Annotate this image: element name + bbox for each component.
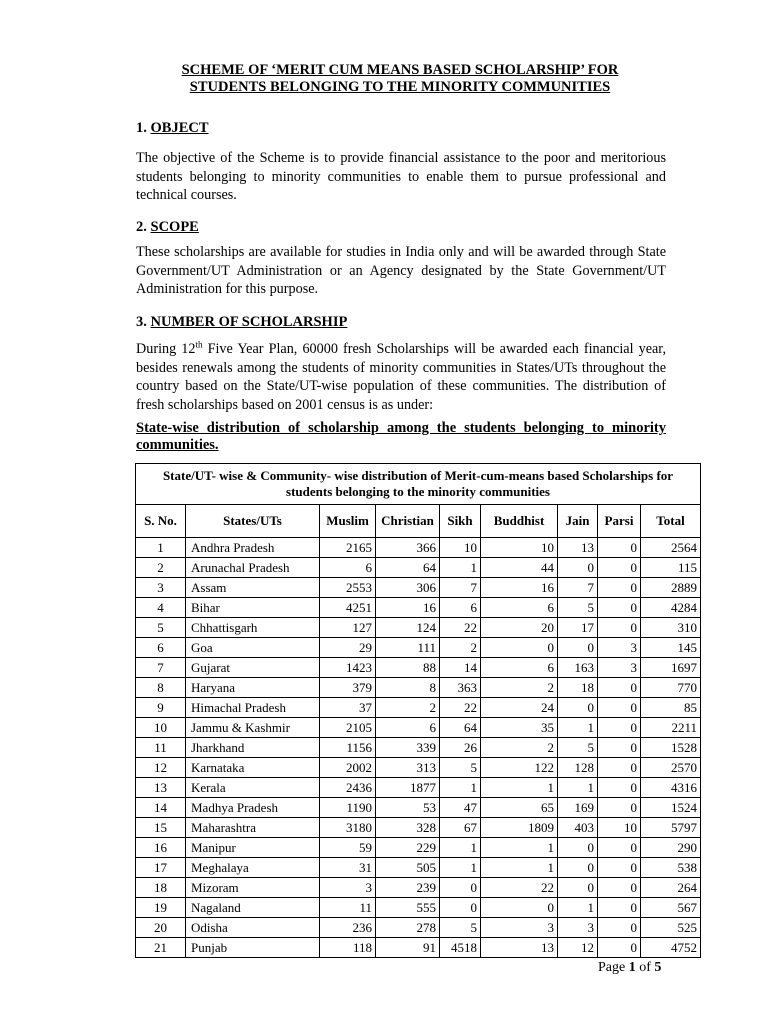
parsi-cell: 0 — [598, 558, 641, 578]
total-cell: 1697 — [641, 658, 701, 678]
total-cell: 310 — [641, 618, 701, 638]
sno-cell: 19 — [136, 898, 186, 918]
total-cell: 2564 — [641, 538, 701, 558]
section-2-number: 2. — [136, 219, 147, 235]
table-caption: State/UT- wise & Community- wise distribution of Merit-cum-means based Scholarships for students belonging to the minority communities — [136, 464, 701, 505]
parsi-cell: 0 — [598, 578, 641, 598]
header-jain: Jain — [558, 505, 598, 538]
muslim-cell: 1156 — [320, 738, 376, 758]
christian-cell: 53 — [376, 798, 440, 818]
buddhist-cell: 1809 — [481, 818, 558, 838]
state-cell: Arunachal Pradesh — [186, 558, 320, 578]
state-cell: Chhattisgarh — [186, 618, 320, 638]
christian-cell: 124 — [376, 618, 440, 638]
of-label: of — [639, 960, 651, 975]
total-cell: 538 — [641, 858, 701, 878]
muslim-cell: 2553 — [320, 578, 376, 598]
parsi-cell: 0 — [598, 738, 641, 758]
jain-cell: 169 — [558, 798, 598, 818]
muslim-cell: 3 — [320, 878, 376, 898]
jain-cell: 18 — [558, 678, 598, 698]
parsi-cell: 0 — [598, 938, 641, 958]
christian-cell: 278 — [376, 918, 440, 938]
section-3-number: 3. — [136, 314, 147, 330]
jain-cell: 0 — [558, 838, 598, 858]
total-cell: 5797 — [641, 818, 701, 838]
parsi-cell: 0 — [598, 918, 641, 938]
sno-cell: 1 — [136, 538, 186, 558]
buddhist-cell: 0 — [481, 898, 558, 918]
table-row — [136, 658, 701, 678]
state-cell: Jammu & Kashmir — [186, 718, 320, 738]
muslim-cell: 37 — [320, 698, 376, 718]
header-total: Total — [641, 505, 701, 538]
sno-cell: 10 — [136, 718, 186, 738]
parsi-cell: 0 — [598, 798, 641, 818]
christian-cell: 505 — [376, 858, 440, 878]
sikh-cell: 1 — [440, 778, 481, 798]
christian-cell: 328 — [376, 818, 440, 838]
sno-cell: 9 — [136, 698, 186, 718]
muslim-cell: 2105 — [320, 718, 376, 738]
christian-cell: 339 — [376, 738, 440, 758]
header-state: States/UTs — [186, 505, 320, 538]
scholarship-distribution-table — [135, 463, 701, 958]
table-row — [136, 918, 701, 938]
state-cell: Bihar — [186, 598, 320, 618]
table-row — [136, 938, 701, 958]
section-3-text — [136, 340, 666, 414]
total-cell: 4316 — [641, 778, 701, 798]
sikh-cell: 5 — [440, 758, 481, 778]
jain-cell: 0 — [558, 558, 598, 578]
section-3-text-post: Five Year Plan, 60000 fresh Scholarships will be awarded each financial year, besides renewals among the students of minority communities in States/UTs throughout the country based on the State/UT-wise population of these communities. The distribution of fresh scholarships based on 2001 census is as under: — [136, 341, 666, 413]
parsi-cell: 3 — [598, 658, 641, 678]
jain-cell: 1 — [558, 778, 598, 798]
sikh-cell: 64 — [440, 718, 481, 738]
page-footer — [598, 960, 661, 976]
state-cell: Odisha — [186, 918, 320, 938]
page-total: 5 — [654, 960, 662, 975]
christian-cell: 16 — [376, 598, 440, 618]
header-parsi: Parsi — [598, 505, 641, 538]
christian-cell: 111 — [376, 638, 440, 658]
sikh-cell: 26 — [440, 738, 481, 758]
jain-cell: 0 — [558, 858, 598, 878]
total-cell: 4284 — [641, 598, 701, 618]
sikh-cell: 67 — [440, 818, 481, 838]
christian-cell: 239 — [376, 878, 440, 898]
total-cell: 264 — [641, 878, 701, 898]
state-cell: Punjab — [186, 938, 320, 958]
jain-cell: 12 — [558, 938, 598, 958]
table-row — [136, 578, 701, 598]
muslim-cell: 379 — [320, 678, 376, 698]
state-cell: Maharashtra — [186, 818, 320, 838]
parsi-cell: 0 — [598, 758, 641, 778]
state-cell: Gujarat — [186, 658, 320, 678]
title-line-1: SCHEME OF ‘MERIT CUM MEANS BASED SCHOLARSHIP’ FOR — [181, 62, 619, 78]
sikh-cell: 10 — [440, 538, 481, 558]
section-2-text: These scholarships are available for studies in India only and will be awarded through State Government/UT Administration or an Agency designated by the State Government/UT Administration for this purpose. — [136, 244, 666, 297]
parsi-cell: 0 — [598, 538, 641, 558]
christian-cell: 64 — [376, 558, 440, 578]
jain-cell: 0 — [558, 638, 598, 658]
page-number: 1 — [628, 960, 636, 975]
muslim-cell: 11 — [320, 898, 376, 918]
sikh-cell: 47 — [440, 798, 481, 818]
buddhist-cell: 2 — [481, 738, 558, 758]
state-cell: Mizoram — [186, 878, 320, 898]
muslim-cell: 2165 — [320, 538, 376, 558]
sikh-cell: 4518 — [440, 938, 481, 958]
state-cell: Assam — [186, 578, 320, 598]
sikh-cell: 6 — [440, 598, 481, 618]
sno-cell: 4 — [136, 598, 186, 618]
jain-cell: 403 — [558, 818, 598, 838]
total-cell: 145 — [641, 638, 701, 658]
sno-cell: 21 — [136, 938, 186, 958]
jain-cell: 3 — [558, 918, 598, 938]
buddhist-cell: 122 — [481, 758, 558, 778]
buddhist-cell: 6 — [481, 658, 558, 678]
section-1-text: The objective of the Scheme is to provide financial assistance to the poor and meritorious students belonging to minority communities to enable them to pursue professional and technical courses. — [136, 150, 666, 203]
sikh-cell: 1 — [440, 558, 481, 578]
muslim-cell: 2002 — [320, 758, 376, 778]
table-row — [136, 618, 701, 638]
page-label: Page — [598, 960, 626, 975]
jain-cell: 5 — [558, 738, 598, 758]
section-3-text-sup: th — [195, 339, 203, 350]
parsi-cell: 0 — [598, 898, 641, 918]
christian-cell: 306 — [376, 578, 440, 598]
sno-cell: 2 — [136, 558, 186, 578]
sikh-cell: 22 — [440, 698, 481, 718]
sikh-cell: 7 — [440, 578, 481, 598]
total-cell: 85 — [641, 698, 701, 718]
muslim-cell: 31 — [320, 858, 376, 878]
sikh-cell: 14 — [440, 658, 481, 678]
buddhist-cell: 16 — [481, 578, 558, 598]
table-row — [136, 858, 701, 878]
parsi-cell: 10 — [598, 818, 641, 838]
buddhist-cell: 35 — [481, 718, 558, 738]
state-cell: Himachal Pradesh — [186, 698, 320, 718]
total-cell: 770 — [641, 678, 701, 698]
muslim-cell: 236 — [320, 918, 376, 938]
sikh-cell: 22 — [440, 618, 481, 638]
christian-cell: 1877 — [376, 778, 440, 798]
buddhist-cell: 6 — [481, 598, 558, 618]
parsi-cell: 0 — [598, 858, 641, 878]
sno-cell: 20 — [136, 918, 186, 938]
state-cell: Haryana — [186, 678, 320, 698]
buddhist-cell: 1 — [481, 778, 558, 798]
muslim-cell: 127 — [320, 618, 376, 638]
sikh-cell: 2 — [440, 638, 481, 658]
state-cell: Jharkhand — [186, 738, 320, 758]
parsi-cell: 0 — [598, 598, 641, 618]
header-sikh: Sikh — [440, 505, 481, 538]
title-line-2: STUDENTS BELONGING TO THE MINORITY COMMUNITIES — [189, 79, 611, 95]
document-title — [130, 62, 670, 96]
sno-cell: 18 — [136, 878, 186, 898]
total-cell: 4752 — [641, 938, 701, 958]
christian-cell: 91 — [376, 938, 440, 958]
christian-cell: 8 — [376, 678, 440, 698]
table-row — [136, 678, 701, 698]
sikh-cell: 363 — [440, 678, 481, 698]
muslim-cell: 4251 — [320, 598, 376, 618]
muslim-cell: 1423 — [320, 658, 376, 678]
table-row — [136, 778, 701, 798]
total-cell: 2889 — [641, 578, 701, 598]
state-cell: Manipur — [186, 838, 320, 858]
buddhist-cell: 2 — [481, 678, 558, 698]
parsi-cell: 0 — [598, 778, 641, 798]
total-cell: 115 — [641, 558, 701, 578]
total-cell: 1528 — [641, 738, 701, 758]
table-row — [136, 878, 701, 898]
table-header-row — [136, 505, 701, 538]
buddhist-cell: 1 — [481, 838, 558, 858]
table-body — [136, 538, 701, 958]
sno-cell: 11 — [136, 738, 186, 758]
table-row — [136, 558, 701, 578]
muslim-cell: 118 — [320, 938, 376, 958]
header-buddhist: Buddhist — [481, 505, 558, 538]
sikh-cell: 5 — [440, 918, 481, 938]
section-1-heading — [136, 120, 209, 137]
table-row — [136, 698, 701, 718]
state-cell: Nagaland — [186, 898, 320, 918]
buddhist-cell: 10 — [481, 538, 558, 558]
sno-cell: 3 — [136, 578, 186, 598]
total-cell: 290 — [641, 838, 701, 858]
jain-cell: 0 — [558, 878, 598, 898]
buddhist-cell: 22 — [481, 878, 558, 898]
muslim-cell: 6 — [320, 558, 376, 578]
header-christian: Christian — [376, 505, 440, 538]
table-row — [136, 758, 701, 778]
buddhist-cell: 13 — [481, 938, 558, 958]
section-1-number: 1. — [136, 120, 147, 136]
parsi-cell: 0 — [598, 878, 641, 898]
sikh-cell: 1 — [440, 838, 481, 858]
table-row — [136, 818, 701, 838]
sno-cell: 15 — [136, 818, 186, 838]
buddhist-cell: 3 — [481, 918, 558, 938]
muslim-cell: 59 — [320, 838, 376, 858]
sno-cell: 16 — [136, 838, 186, 858]
jain-cell: 5 — [558, 598, 598, 618]
muslim-cell: 29 — [320, 638, 376, 658]
jain-cell: 128 — [558, 758, 598, 778]
header-sno: S. No. — [136, 505, 186, 538]
section-3-title: NUMBER OF SCHOLARSHIP — [150, 314, 348, 330]
total-cell: 1524 — [641, 798, 701, 818]
buddhist-cell: 20 — [481, 618, 558, 638]
parsi-cell: 0 — [598, 838, 641, 858]
christian-cell: 6 — [376, 718, 440, 738]
parsi-cell: 0 — [598, 618, 641, 638]
sno-cell: 8 — [136, 678, 186, 698]
state-cell: Goa — [186, 638, 320, 658]
state-cell: Andhra Pradesh — [186, 538, 320, 558]
sno-cell: 5 — [136, 618, 186, 638]
sno-cell: 12 — [136, 758, 186, 778]
sno-cell: 17 — [136, 858, 186, 878]
jain-cell: 163 — [558, 658, 598, 678]
christian-cell: 366 — [376, 538, 440, 558]
sno-cell: 14 — [136, 798, 186, 818]
sikh-cell: 1 — [440, 858, 481, 878]
table-row — [136, 538, 701, 558]
table-row — [136, 898, 701, 918]
table-row — [136, 598, 701, 618]
muslim-cell: 2436 — [320, 778, 376, 798]
section-3-heading — [136, 314, 347, 331]
parsi-cell: 0 — [598, 698, 641, 718]
section-2-heading — [136, 219, 199, 236]
parsi-cell: 3 — [598, 638, 641, 658]
sno-cell: 13 — [136, 778, 186, 798]
state-cell: Kerala — [186, 778, 320, 798]
total-cell: 525 — [641, 918, 701, 938]
christian-cell: 2 — [376, 698, 440, 718]
muslim-cell: 1190 — [320, 798, 376, 818]
section-3-text-pre: During 12 — [136, 341, 196, 357]
christian-cell: 555 — [376, 898, 440, 918]
buddhist-cell: 24 — [481, 698, 558, 718]
state-cell: Meghalaya — [186, 858, 320, 878]
buddhist-cell: 65 — [481, 798, 558, 818]
table-row — [136, 738, 701, 758]
parsi-cell: 0 — [598, 678, 641, 698]
christian-cell: 88 — [376, 658, 440, 678]
jain-cell: 1 — [558, 718, 598, 738]
jain-cell: 1 — [558, 898, 598, 918]
state-cell: Madhya Pradesh — [186, 798, 320, 818]
total-cell: 567 — [641, 898, 701, 918]
buddhist-cell: 0 — [481, 638, 558, 658]
sno-cell: 6 — [136, 638, 186, 658]
table-row — [136, 718, 701, 738]
jain-cell: 17 — [558, 618, 598, 638]
table-row — [136, 798, 701, 818]
section-2-title: SCOPE — [150, 219, 199, 235]
sikh-cell: 0 — [440, 898, 481, 918]
buddhist-cell: 44 — [481, 558, 558, 578]
table-row — [136, 838, 701, 858]
header-muslim: Muslim — [320, 505, 376, 538]
christian-cell: 313 — [376, 758, 440, 778]
table-row — [136, 638, 701, 658]
sno-cell: 7 — [136, 658, 186, 678]
jain-cell: 7 — [558, 578, 598, 598]
total-cell: 2570 — [641, 758, 701, 778]
distribution-subheading: State-wise distribution of scholarship among the students belonging to minority communities. — [136, 420, 666, 453]
jain-cell: 13 — [558, 538, 598, 558]
parsi-cell: 0 — [598, 718, 641, 738]
state-cell: Karnataka — [186, 758, 320, 778]
sikh-cell: 0 — [440, 878, 481, 898]
total-cell: 2211 — [641, 718, 701, 738]
section-1-title: OBJECT — [150, 120, 209, 136]
muslim-cell: 3180 — [320, 818, 376, 838]
jain-cell: 0 — [558, 698, 598, 718]
christian-cell: 229 — [376, 838, 440, 858]
buddhist-cell: 1 — [481, 858, 558, 878]
